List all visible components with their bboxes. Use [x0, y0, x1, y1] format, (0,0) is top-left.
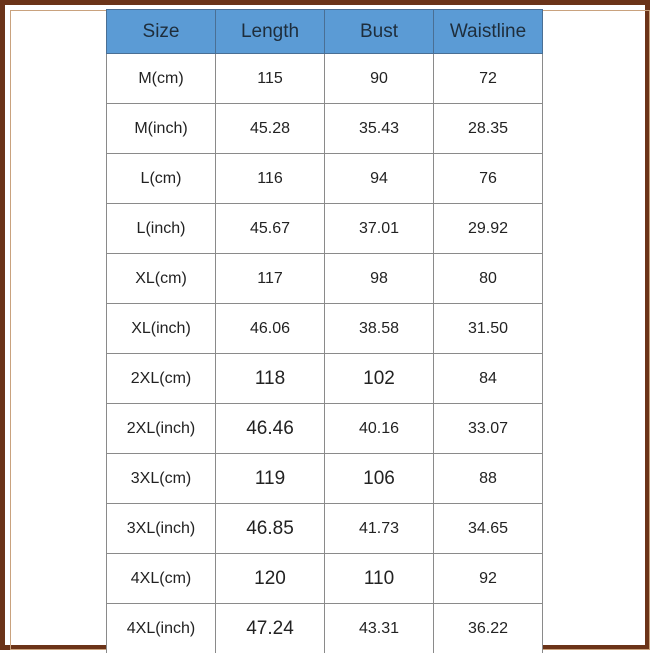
length-cell: 115: [216, 54, 325, 104]
length-cell: 45.28: [216, 104, 325, 154]
size-cell: XL(cm): [107, 254, 216, 304]
length-cell: 45.67: [216, 204, 325, 254]
table-header-row: [107, 10, 543, 54]
bust-cell: 106: [325, 454, 434, 504]
waistline-cell: 92: [434, 554, 543, 604]
size-cell: 2XL(cm): [107, 354, 216, 404]
waistline-cell: 84: [434, 354, 543, 404]
length-cell: 120: [216, 554, 325, 604]
bust-cell: 98: [325, 254, 434, 304]
header-length: Length: [216, 10, 325, 54]
size-cell: XL(inch): [107, 304, 216, 354]
waistline-cell: 33.07: [434, 404, 543, 454]
bust-cell: 38.58: [325, 304, 434, 354]
length-cell: 46.06: [216, 304, 325, 354]
bust-cell: 37.01: [325, 204, 434, 254]
table-row: [107, 604, 543, 653]
bust-cell: 90: [325, 54, 434, 104]
header-waistline: Waistline: [434, 10, 543, 54]
table-row: [107, 554, 543, 604]
size-cell: L(inch): [107, 204, 216, 254]
table-row: [107, 154, 543, 204]
waistline-cell: 28.35: [434, 104, 543, 154]
waistline-cell: 29.92: [434, 204, 543, 254]
size-cell: 2XL(inch): [107, 404, 216, 454]
waistline-cell: 34.65: [434, 504, 543, 554]
table-row: [107, 204, 543, 254]
table-row: [107, 404, 543, 454]
waistline-cell: 72: [434, 54, 543, 104]
size-cell: M(cm): [107, 54, 216, 104]
table-row: [107, 454, 543, 504]
table-row: [107, 354, 543, 404]
header-size: Size: [107, 10, 216, 54]
table-row: [107, 54, 543, 104]
size-cell: L(cm): [107, 154, 216, 204]
bust-cell: 102: [325, 354, 434, 404]
size-cell: M(inch): [107, 104, 216, 154]
waistline-cell: 88: [434, 454, 543, 504]
bust-cell: 35.43: [325, 104, 434, 154]
size-cell: 4XL(cm): [107, 554, 216, 604]
length-cell: 46.46: [216, 404, 325, 454]
length-cell: 116: [216, 154, 325, 204]
length-cell: 117: [216, 254, 325, 304]
length-cell: 47.24: [216, 604, 325, 653]
waistline-cell: 80: [434, 254, 543, 304]
size-chart-table: [106, 9, 543, 653]
table-row: [107, 504, 543, 554]
length-cell: 119: [216, 454, 325, 504]
bust-cell: 43.31: [325, 604, 434, 653]
size-cell: 3XL(cm): [107, 454, 216, 504]
length-cell: 46.85: [216, 504, 325, 554]
bust-cell: 110: [325, 554, 434, 604]
bust-cell: 94: [325, 154, 434, 204]
length-cell: 118: [216, 354, 325, 404]
waistline-cell: 36.22: [434, 604, 543, 653]
header-bust: Bust: [325, 10, 434, 54]
table-row: [107, 104, 543, 154]
waistline-cell: 76: [434, 154, 543, 204]
bust-cell: 40.16: [325, 404, 434, 454]
size-cell: 4XL(inch): [107, 604, 216, 653]
waistline-cell: 31.50: [434, 304, 543, 354]
table-row: [107, 304, 543, 354]
size-cell: 3XL(inch): [107, 504, 216, 554]
table-row: [107, 254, 543, 304]
bust-cell: 41.73: [325, 504, 434, 554]
